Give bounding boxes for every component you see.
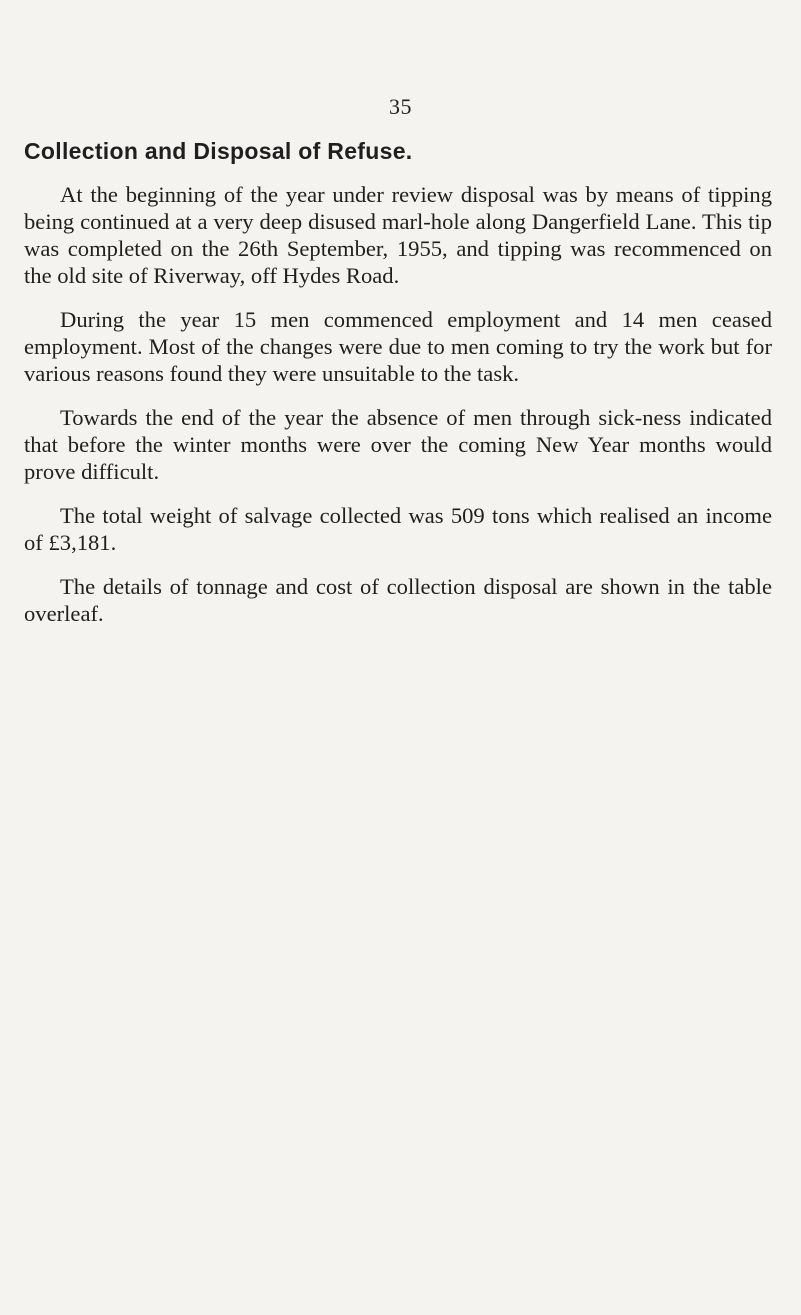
paragraph: Towards the end of the year the absence of men through sick-ness indicated that before the winter months were over the coming New Year months would prove difficult. [24,405,772,484]
paragraph: The details of tonnage and cost of collection disposal are shown in the table overleaf. [24,574,772,626]
paragraph: At the beginning of the year under review disposal was by means of tipping being continued at a very deep disused marl-hole along Dangerfield Lane. This tip was completed on the 26th September, 1955, and tipping was recommenced on the old site of Riverway, off Hydes Road. [24,182,772,288]
page-number: 35 [389,94,412,119]
section-heading: Collection and Disposal of Refuse. [24,138,413,164]
body-text [24,181,772,644]
paragraph: During the year 15 men commenced employment and 14 men ceased employment. Most of the changes were due to men coming to try the work but for various reasons found they were unsuitable to the task. [24,307,772,386]
paragraph: The total weight of salvage collected was 509 tons which realised an income of £3,181. [24,503,772,555]
